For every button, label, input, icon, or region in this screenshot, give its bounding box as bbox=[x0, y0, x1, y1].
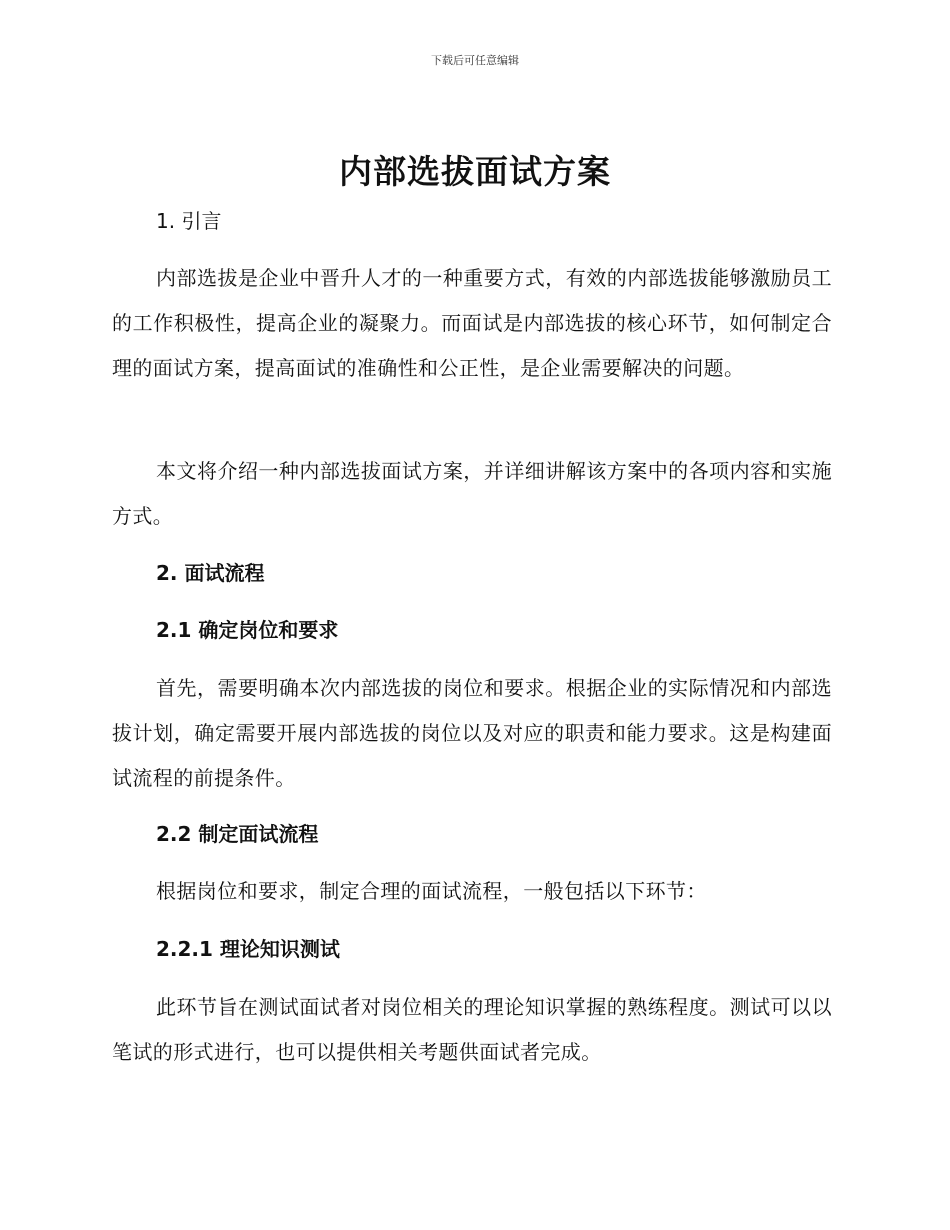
paragraph-theory-test: 此环节旨在测试面试者对岗位相关的理论知识掌握的熟练程度。测试可以以笔试的形式进行，也可以提供相关考题供面试者完成。 bbox=[112, 995, 832, 1064]
page-header-note: 下载后可任意编辑 bbox=[431, 54, 519, 67]
paragraph-introduction-1: 内部选拔是企业中晋升人才的一种重要方式，有效的内部选拔能够激励员工的工作积极性，提高企业的凝聚力。而面试是内部选拔的核心环节，如何制定合理的面试方案，提高面试的准确性和公正性，是企业需要解决的问题。 bbox=[112, 266, 832, 380]
paragraph-process: 根据岗位和要求，制定合理的面试流程，一般包括以下环节： bbox=[156, 879, 707, 903]
subsection-heading-process: 2.2 制定面试流程 bbox=[156, 822, 319, 846]
document-title: 内部选拔面试方案 bbox=[339, 152, 611, 191]
paragraph-positions: 首先，需要明确本次内部选拔的岗位和要求。根据企业的实际情况和内部选拔计划，确定需要开展内部选拔的岗位以及对应的职责和能力要求。这是构建面试流程的前提条件。 bbox=[112, 676, 832, 790]
paragraph-introduction-2: 本文将介绍一种内部选拔面试方案，并详细讲解该方案中的各项内容和实施方式。 bbox=[112, 459, 832, 528]
section-heading-interview-process: 2. 面试流程 bbox=[156, 561, 265, 585]
subsection-heading-positions: 2.1 确定岗位和要求 bbox=[156, 618, 339, 642]
subsection-heading-theory-test: 2.2.1 理论知识测试 bbox=[156, 937, 340, 961]
section-heading-introduction: 1. 引言 bbox=[156, 209, 222, 233]
